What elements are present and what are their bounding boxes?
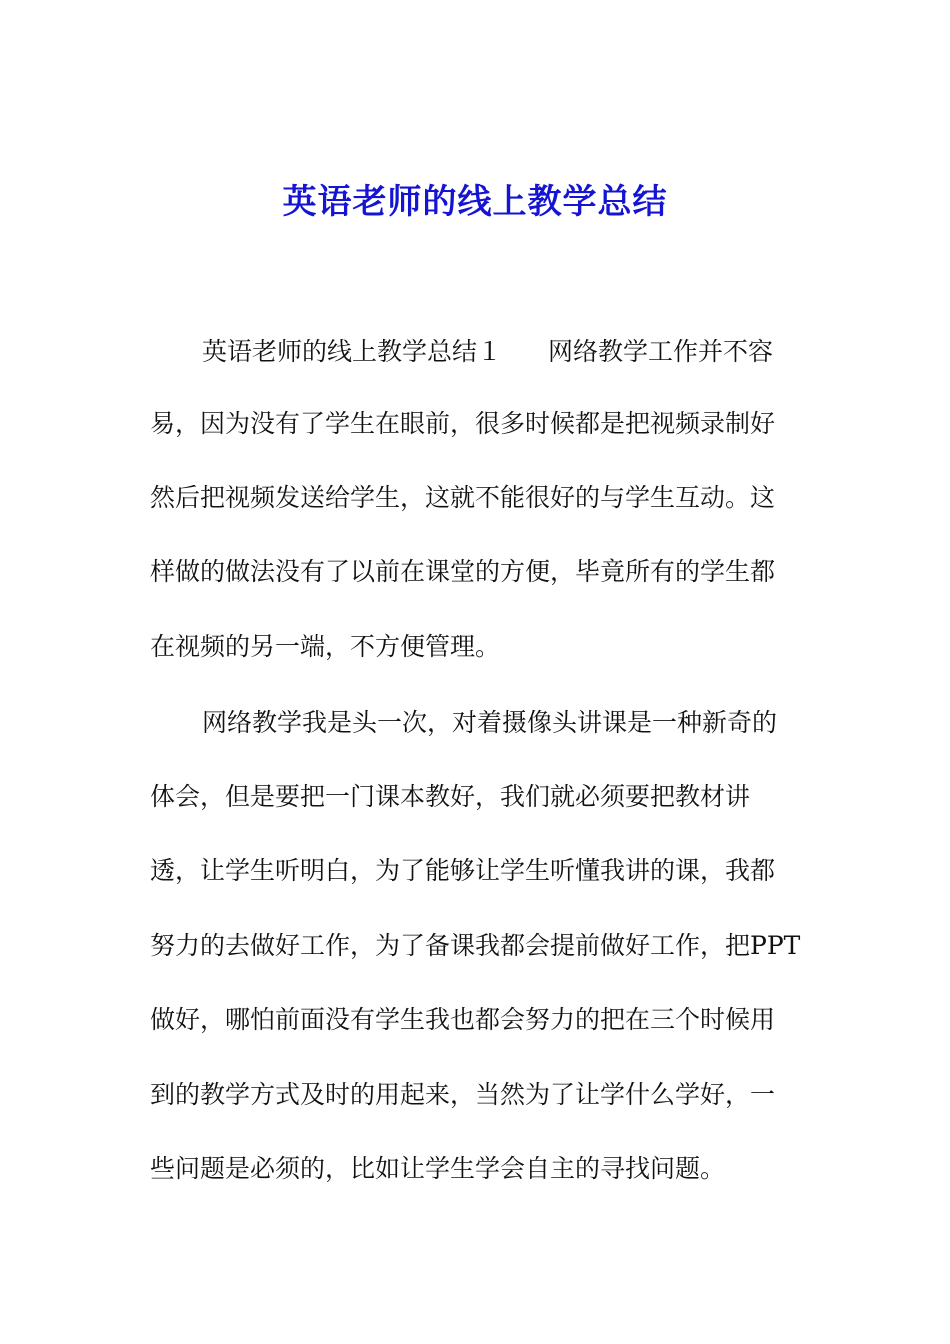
document-title: 英语老师的线上教学总结 (282, 182, 668, 222)
paragraph-line (202, 334, 773, 370)
paragraph-line: 在视频的另一端，不方便管理。 (150, 632, 501, 661)
paragraph-line: 体会，但是要把一门课本教好，我们就必须要把教材讲 (150, 782, 751, 811)
paragraph-line: 透，让学生听明白，为了能够让学生听懂我讲的课，我都 (150, 856, 776, 885)
paragraph-line: 到的教学方式及时的用起来，当然为了让学什么学好，一 (150, 1080, 776, 1109)
paragraph-line: 样做的做法没有了以前在课堂的方便，毕竟所有的学生都 (150, 557, 776, 586)
paragraph-line: 做好，哪怕前面没有学生我也都会努力的把在三个时候用 (150, 1005, 776, 1034)
paragraph-text: 网络教学工作并不容 (548, 337, 774, 366)
paragraph-line: 网络教学我是头一次，对着摄像头讲课是一种新奇的 (202, 708, 778, 737)
paragraph-line: 然后把视频发送给学生，这就不能很好的与学生互动。这 (150, 483, 776, 512)
paragraph-line: 些问题是必须的，比如让学生学会自主的寻找问题。 (150, 1154, 726, 1183)
paragraph-heading: 英语老师的线上教学总结１ (202, 337, 503, 366)
paragraph-line: 易，因为没有了学生在眼前，很多时候都是把视频录制好 (150, 409, 776, 438)
paragraph-line: 努力的去做好工作，为了备课我都会提前做好工作，把PPT (150, 931, 801, 960)
